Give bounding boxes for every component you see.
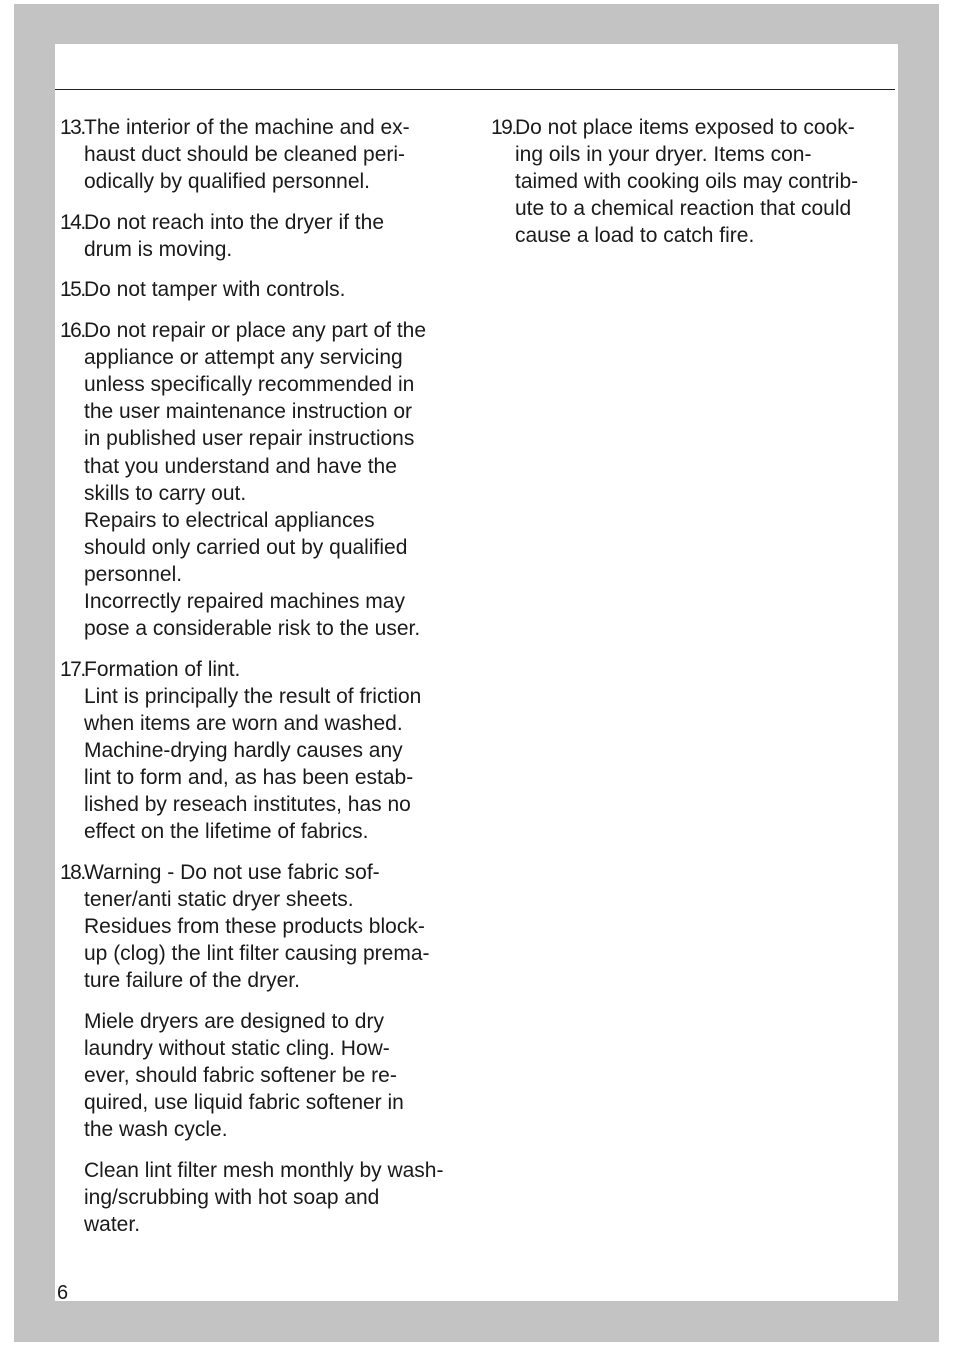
- instruction-item: [60, 209, 480, 263]
- instruction-item: [60, 317, 480, 642]
- text-line: Formation of lint.: [84, 657, 241, 681]
- text-line: Repairs to electrical appliances: [84, 508, 375, 532]
- text-line: taimed with cooking oils may contrib-: [515, 170, 859, 194]
- text-line: Do not reach into the dryer if the: [84, 210, 384, 234]
- text-line: cause a load to catch fire.: [515, 224, 755, 248]
- text-line: Miele dryers are designed to dry: [84, 1009, 384, 1033]
- item-number: 14.: [60, 210, 85, 234]
- instruction-paragraph: [60, 1157, 480, 1238]
- instruction-item: [60, 114, 480, 195]
- text-line: in published user repair instructions: [84, 427, 415, 451]
- instruction-item: [60, 656, 480, 846]
- text-line: Warning - Do not use fabric sof-: [84, 860, 380, 884]
- instruction-item: [60, 859, 480, 994]
- text-line: The interior of the machine and ex-: [84, 116, 410, 139]
- text-line: lished by reseach institutes, has no: [84, 793, 411, 817]
- text-line: personnel.: [84, 562, 183, 586]
- instruction-item: [60, 276, 480, 303]
- item-number: 13.: [60, 116, 85, 139]
- text-line: ute to a chemical reaction that could: [515, 197, 852, 221]
- text-line: pose a considerable risk to the user.: [84, 617, 421, 641]
- text-line: unless specifically recommended in: [84, 373, 415, 397]
- text-line: skills to carry out.: [84, 481, 247, 505]
- text-line: haust duct should be cleaned peri-: [84, 143, 406, 167]
- text-line: effect on the lifetime of fabrics.: [84, 820, 369, 844]
- text-line: when items are worn and washed.: [84, 711, 403, 735]
- text-line: up (clog) the lint filter causing prema-: [84, 942, 430, 966]
- text-line: Machine-drying hardly causes any: [84, 738, 403, 762]
- item-number: 18.: [60, 860, 85, 884]
- text-line: Do not repair or place any part of the: [84, 319, 427, 343]
- text-line: ing/scrubbing with hot soap and: [84, 1185, 380, 1209]
- left-column: [60, 114, 480, 1252]
- text-line: should only carried out by qualified: [84, 535, 408, 559]
- item-number: 19.: [491, 116, 516, 139]
- instruction-item: [491, 114, 891, 249]
- text-line: lint to form and, as has been estab-: [84, 766, 414, 790]
- header-rule: [55, 89, 895, 90]
- item-number: 17.: [60, 657, 85, 681]
- text-line: ever, should fabric softener be re-: [84, 1064, 397, 1087]
- text-line: quired, use liquid fabric softener in: [84, 1091, 404, 1115]
- text-line: Do not place items exposed to cook-: [515, 116, 855, 139]
- text-line: Do not tamper with controls.: [84, 278, 346, 302]
- text-line: drum is moving.: [84, 237, 233, 261]
- text-line: the wash cycle.: [84, 1118, 228, 1142]
- page-number: 6: [57, 1282, 69, 1304]
- text-line: that you understand and have the: [84, 454, 397, 478]
- text-line: tener/anti static dryer sheets.: [84, 887, 354, 911]
- text-line: ing oils in your dryer. Items con-: [515, 143, 812, 167]
- text-line: laundry without static cling. How-: [84, 1036, 390, 1060]
- text-line: ture failure of the dryer.: [84, 969, 300, 993]
- right-column: [491, 114, 891, 263]
- text-line: the user maintenance instruction or: [84, 400, 413, 424]
- text-line: appliance or attempt any servicing: [84, 346, 403, 370]
- text-line: Residues from these products block-: [84, 915, 425, 939]
- item-number: 16.: [60, 319, 85, 343]
- text-line: water.: [84, 1212, 141, 1236]
- text-line: Lint is principally the result of friction: [84, 684, 422, 708]
- text-line: Incorrectly repaired machines may: [84, 590, 405, 613]
- text-line: odically by qualified personnel.: [84, 170, 371, 194]
- item-number: 15.: [60, 278, 85, 302]
- text-line: Clean lint filter mesh monthly by wash-: [84, 1158, 444, 1182]
- instruction-paragraph: [60, 1008, 480, 1143]
